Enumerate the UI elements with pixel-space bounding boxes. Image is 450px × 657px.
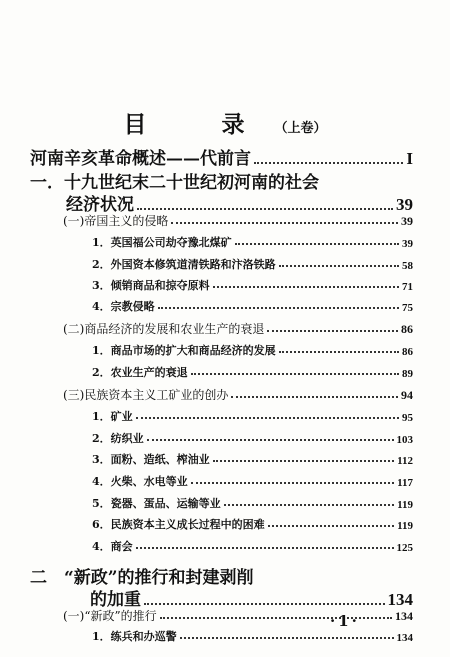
toc-subsection — [92, 256, 413, 272]
toc-entry-label: 河南辛亥革命概述——代前言 — [30, 149, 251, 169]
toc-entry-label: 1．练兵和办巡警 — [92, 630, 177, 643]
toc-entry-page: 58 — [402, 260, 413, 272]
toc-entry-page: 134 — [396, 632, 413, 644]
toc-entry-page: 75 — [402, 302, 413, 314]
toc-entry-page: 112 — [397, 455, 413, 467]
leader-dots — [268, 525, 394, 527]
page-number: ·1· — [330, 612, 360, 630]
page-title-block — [0, 106, 450, 139]
toc-subsection — [92, 451, 413, 467]
toc-entry-label: 6．民族资本主义成长过程中的困难 — [92, 518, 265, 531]
leader-dots — [254, 162, 403, 164]
toc-entry-page: 39 — [401, 214, 413, 228]
toc-entry-label: (二)商品经济的发展和农业生产的衰退 — [63, 322, 265, 336]
leader-dots — [213, 286, 399, 288]
toc-subsection — [92, 473, 413, 489]
leader-dots — [213, 460, 394, 462]
toc-subsection — [92, 628, 413, 644]
toc-entry-label: 5．瓷器、蛋品、运输等业 — [92, 497, 221, 510]
leader-dots — [137, 208, 393, 210]
toc-entry-label: 1．英国福公司劫夺豫北煤矿 — [92, 236, 232, 249]
toc-entry-label: 4．火柴、水电等业 — [92, 475, 188, 488]
toc-entry-page: 39 — [396, 195, 413, 214]
leader-dots — [136, 417, 399, 419]
leader-dots — [144, 603, 385, 605]
toc-entry-page: 117 — [397, 477, 413, 489]
toc-entry-label: 4．宗教侵略 — [92, 300, 155, 313]
leader-dots — [224, 504, 394, 506]
toc-entry-page: 86 — [401, 322, 413, 336]
toc-entry-label: 3．倾销商品和掠夺原料 — [92, 279, 210, 292]
toc-entry-page: 125 — [396, 542, 413, 554]
toc-entry-page: 119 — [397, 520, 413, 532]
toc-subsection — [92, 408, 413, 424]
toc-entry-label: 二 “新政”的推行和封建剥削 — [30, 568, 254, 588]
toc-section — [63, 386, 413, 403]
toc-entry-label: 1．矿业 — [92, 410, 133, 423]
page-title: 目 录 — [123, 111, 271, 138]
toc-subsection — [92, 538, 413, 554]
page-subtitle: （上卷） — [274, 121, 327, 136]
toc-entry-label: 的加重 — [90, 590, 141, 610]
toc-entry-page: 134 — [395, 609, 413, 623]
leader-dots — [147, 439, 394, 441]
leader-dots — [279, 351, 399, 353]
toc-entry-label: 一．十九世纪末二十世纪初河南的社会 — [30, 173, 319, 193]
toc-entry-label: (一)“新政”的推行 — [63, 609, 157, 623]
leader-dots — [279, 265, 399, 267]
leader-dots — [235, 243, 399, 245]
toc-subsection — [92, 495, 413, 511]
toc-entry-page: 71 — [402, 281, 413, 293]
toc-entry-label: 2．外国资本修筑道清铁路和汴洛铁路 — [92, 258, 276, 271]
toc-entry-page: 134 — [387, 590, 413, 609]
toc-entry-page: 86 — [402, 346, 413, 358]
toc-entry-page: 39 — [402, 238, 413, 250]
leader-dots — [267, 330, 398, 332]
toc-subsection — [92, 342, 413, 358]
toc-subsection — [92, 516, 413, 532]
toc-subsection — [92, 364, 413, 380]
toc-entry-page: 94 — [401, 388, 413, 402]
leader-dots — [231, 396, 398, 398]
toc-subsection — [92, 277, 413, 293]
toc-entry-page: 95 — [402, 412, 413, 424]
toc-entry-label: (三)民族资本主义工矿业的创办 — [63, 388, 229, 402]
leader-dots — [180, 637, 394, 639]
toc-entry-preface — [30, 144, 413, 169]
toc-entry-page: 119 — [397, 499, 413, 511]
leader-dots — [136, 547, 394, 549]
toc-subsection — [92, 298, 413, 314]
leader-dots — [191, 482, 394, 484]
toc-section — [63, 212, 413, 229]
toc-entry-label: 2．纺织业 — [92, 432, 144, 445]
toc-entry-label: 4．商会 — [92, 540, 133, 553]
leader-dots — [171, 222, 398, 224]
toc-entry-page: I — [406, 149, 413, 168]
leader-dots — [158, 307, 399, 309]
toc-entry-label: 经济状况 — [66, 195, 134, 215]
toc-entry-label: (一)帝国主义的侵略 — [63, 214, 169, 228]
toc-entry-label: 1．商品市场的扩大和商品经济的发展 — [92, 344, 276, 357]
toc-entry-page: 89 — [402, 368, 413, 380]
toc-entry-page: 103 — [396, 434, 413, 446]
toc-subsection — [92, 430, 413, 446]
toc-subsection — [92, 234, 413, 250]
toc-section — [63, 607, 413, 624]
leader-dots — [191, 373, 399, 375]
toc-entry-label: 3．面粉、造纸、榨油业 — [92, 453, 210, 466]
toc-section — [63, 320, 413, 337]
toc-entry-label: 2．农业生产的衰退 — [92, 366, 188, 379]
